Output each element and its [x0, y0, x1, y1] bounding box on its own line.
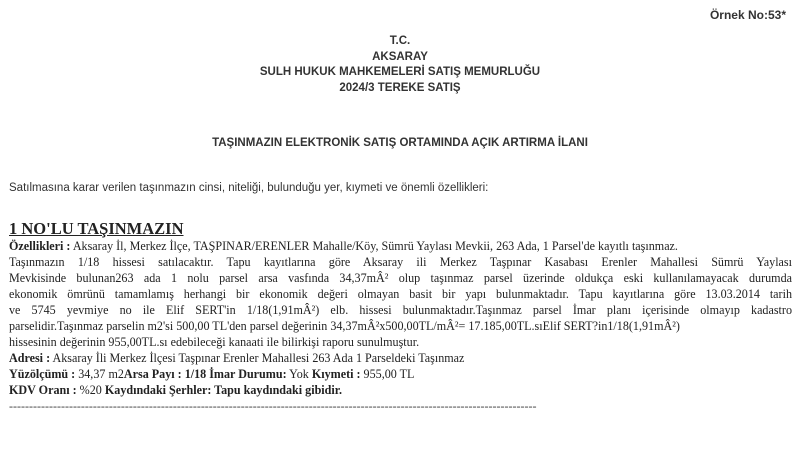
area-line	[9, 366, 792, 382]
features-line: ve 5745 yevmiye no ile Elif SERT'in 1/18(1,91mÂ²) elb. hissesi bulunmaktadır.Taşınmaz parsel İmar planı içerisinde olmayıp kadastro	[9, 303, 792, 317]
features-line: Taşınmazın 1/18 hissesi satılacaktır. Tapu kayıtlarına göre Aksaray ili Merkez Taşpınar Kasabası Erenler Mahallesi Sümrü Yaylası	[9, 255, 792, 269]
features-text: Aksaray İl, Merkez İlçe, TAŞPINAR/ERENLER Mahalle/Köy, Sümrü Yaylası Mevkii, 263 Ada, 1 Parsel'de kayıtlı taşınmaz.	[70, 239, 678, 253]
area-value: 34,37 m2	[75, 367, 124, 381]
header-city: AKSARAY	[372, 50, 428, 63]
features-line: ekonomik ömrünü tamamlamış herhangi bir ekonomik değeri olmayan basit bir yapı bulunmaktadır. Tapu kayıtlarına göre 13.03.2014 tarih	[9, 287, 792, 301]
vat-line	[9, 382, 792, 398]
features-line	[9, 238, 792, 254]
header-office: SULH HUKUK MAHKEMELERİ SATIŞ MEMURLUĞU	[259, 66, 541, 78]
zoning-label: İmar Durumu:	[206, 367, 287, 381]
header-case-number: 2024/3 TEREKE SATIŞ	[339, 81, 461, 94]
notice-title: TAŞINMAZIN ELEKTRONİK SATIŞ ORTAMINDA AÇIK ARTIRMA İLANI	[212, 137, 588, 149]
share-label: Arsa Payı : 1/18	[123, 367, 207, 381]
address-line	[9, 350, 792, 366]
features-line: Mevkisinde bulunan263 ada 1 nolu parsel arsa vasfında 34,37mÂ² olup taşınmaz parsel üzerinde oldukça eski kullanılamayacak durumda	[9, 271, 792, 285]
intro-text: Satılmasına karar verilen taşınmazın cinsi, niteliği, bulunduğu yer, kıymeti ve önemli özellikleri:	[9, 182, 489, 194]
encumbrance-label: Kaydındaki Şerhler:	[101, 383, 212, 397]
value-value: 955,00 TL	[360, 367, 415, 381]
header-country: T.C.	[389, 35, 411, 47]
zoning-value: Yok	[286, 367, 309, 381]
area-label: Yüzölçümü :	[9, 367, 76, 381]
features-label: Özellikleri :	[9, 239, 71, 253]
property-heading: 1 NO'LU TAŞINMAZIN	[9, 219, 184, 238]
address-value: Aksaray İli Merkez İlçesi Taşpınar Erenler Mahallesi 263 Ada 1 Parseldeki Taşınmaz	[50, 351, 465, 365]
value-label: Kıymeti :	[308, 367, 361, 381]
features-line: hissesinin değerinin 955,00TL.sı edebileceği kanaati ile bilirkişi raporu sunulmuştur.	[9, 335, 420, 349]
features-line: parselidir.Taşınmaz parselin m2'si 500,00 TL'den parsel değerinin 34,37mÂ²x500,00TL/mÂ²= 17.185,00TL.sıElif SERT?in1/18(1,91mÂ²)	[9, 319, 680, 333]
separator-line: ------------------------------------------------------------------------------------------------------------------------------------	[9, 399, 537, 413]
property-details	[9, 238, 792, 414]
court-header	[0, 34, 800, 96]
encumbrance-value: Tapu kaydındaki gibidir.	[211, 383, 343, 397]
document-number: Örnek No:53*	[709, 8, 786, 22]
address-label: Adresi :	[9, 351, 51, 365]
vat-value: %20	[76, 383, 102, 397]
vat-label: KDV Oranı :	[9, 383, 77, 397]
